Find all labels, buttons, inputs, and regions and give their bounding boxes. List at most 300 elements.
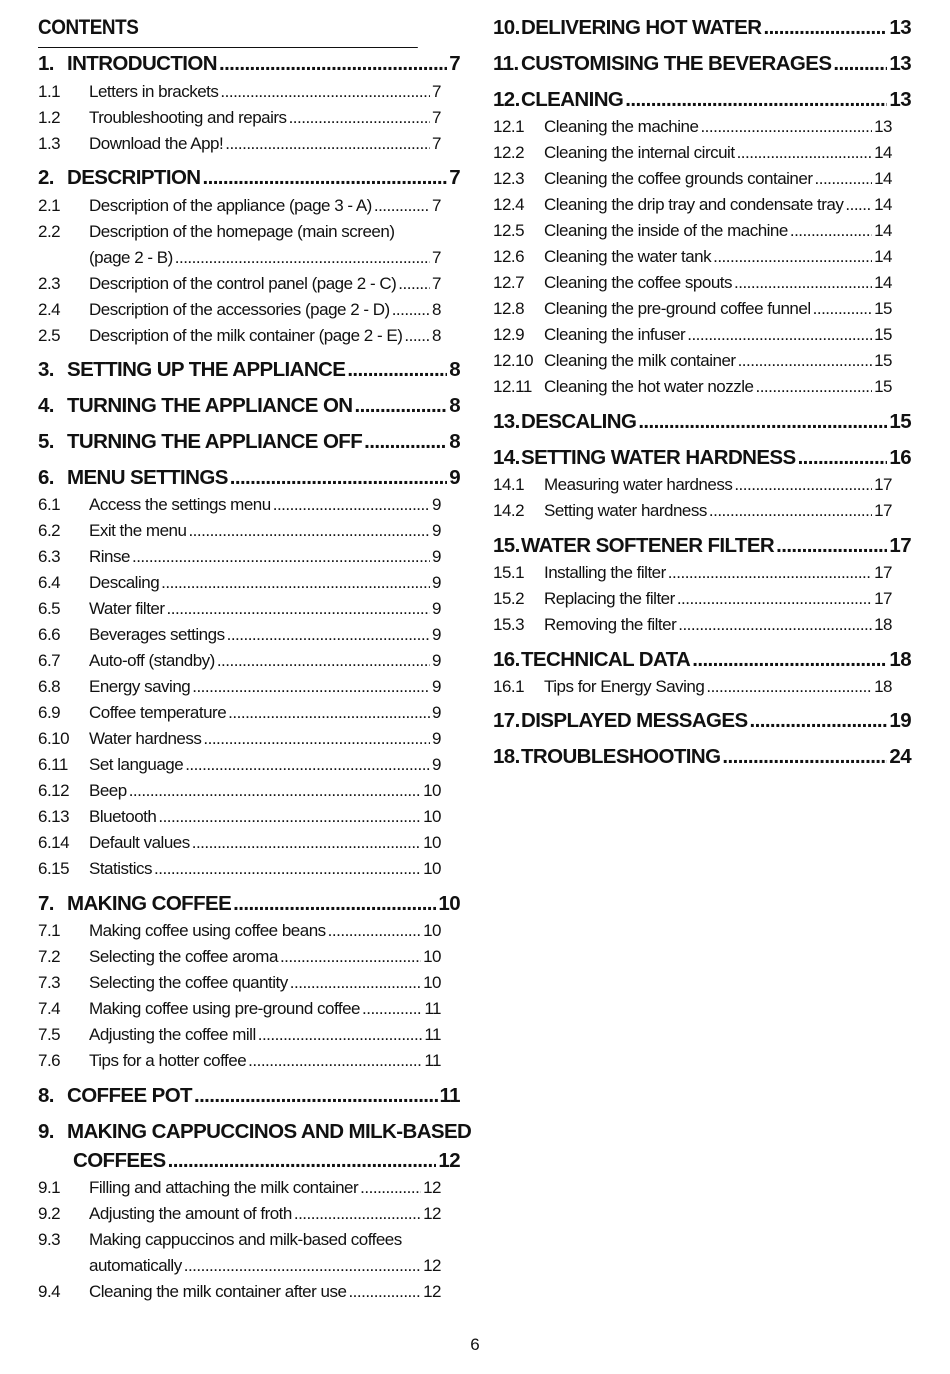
toc-page-number: 8: [432, 300, 441, 319]
toc-entry-title: CUSTOMISING THE BEVERAGES: [521, 52, 832, 75]
toc-entry-title: Beep: [89, 781, 127, 800]
dot-leader: [833, 52, 887, 76]
dot-leader: [392, 300, 430, 320]
toc-page-number: 12: [438, 1149, 460, 1172]
toc-entry-title: DELIVERING HOT WATER: [521, 16, 762, 39]
dot-leader: [700, 117, 872, 137]
dot-leader: [677, 589, 872, 609]
dot-leader: [348, 1282, 421, 1302]
toc-subsection-16-1[interactable]: [493, 677, 911, 701]
toc-subsection-2-4[interactable]: [38, 300, 460, 324]
toc-page-number: 9: [432, 703, 441, 722]
dot-leader: [845, 195, 872, 215]
toc-entry-title: TURNING THE APPLIANCE ON: [67, 394, 353, 417]
toc-section-13[interactable]: [493, 410, 911, 440]
toc-entry-title: Water filter: [89, 599, 165, 618]
toc-entry-title: COFFEE POT: [67, 1084, 192, 1107]
toc-entry-number: 10.: [493, 16, 520, 39]
toc-section-11[interactable]: [493, 52, 911, 82]
toc-page-number: 15: [874, 299, 892, 318]
toc-entry-number: 15.1: [493, 563, 525, 582]
toc-entry-title: MAKING COFFEE: [67, 892, 232, 915]
toc-page-number: 13: [874, 117, 892, 136]
dot-leader: [248, 1051, 422, 1071]
dot-leader: [220, 82, 430, 102]
toc-entry-number: 7.1: [38, 921, 61, 940]
dot-leader: [734, 475, 872, 495]
toc-entry-number: 11.: [493, 52, 519, 75]
toc-entry-title: Bluetooth: [89, 807, 157, 826]
toc-subsection-6-7[interactable]: [38, 651, 460, 675]
toc-page-number: 14: [874, 221, 892, 240]
toc-entry-number: 6.12: [38, 781, 70, 800]
dot-leader: [154, 859, 421, 879]
toc-entry-number: 13.: [493, 410, 520, 433]
toc-entry-number: 9.4: [38, 1282, 61, 1301]
toc-entry-number: 12.: [493, 88, 520, 111]
toc-entry-title: Cleaning the inside of the machine: [544, 221, 788, 240]
dot-leader: [192, 833, 421, 853]
dot-leader: [668, 563, 872, 583]
toc-page-number: 24: [889, 745, 911, 768]
toc-entry-number: 12.10: [493, 351, 534, 370]
toc-entry-number: 12.7: [493, 273, 525, 292]
toc-page-number: 14: [874, 247, 892, 266]
toc-subsection-12-4[interactable]: [493, 195, 911, 219]
dot-leader: [737, 143, 873, 163]
contents-heading: CONTENTS: [38, 16, 418, 48]
toc-entry-title: DISPLAYED MESSAGES: [521, 709, 748, 732]
dot-leader: [734, 273, 872, 293]
toc-entry-title: CLEANING: [521, 88, 624, 111]
toc-subsection-9-2[interactable]: [38, 1204, 460, 1228]
toc-entry-title: Auto-off (standby): [89, 651, 215, 670]
toc-entry-title: Troubleshooting and repairs: [89, 108, 287, 127]
toc-entry-number: 4.: [38, 394, 54, 417]
toc-entry-number: 12.8: [493, 299, 525, 318]
toc-subsection-2-3[interactable]: [38, 274, 460, 298]
toc-entry-title: Adjusting the amount of froth: [89, 1204, 292, 1223]
toc-subsection-6-15[interactable]: [38, 859, 460, 883]
toc-entry-title: WATER SOFTENER FILTER: [521, 534, 775, 557]
toc-subsection-12-9[interactable]: [493, 325, 911, 349]
toc-entry-title: Making coffee using coffee beans: [89, 921, 326, 940]
toc-entry-title: Tips for Energy Saving: [544, 677, 705, 696]
toc-page-number: 14: [874, 143, 892, 162]
toc-subsection-2-2[interactable]: [38, 222, 460, 246]
dot-leader: [347, 358, 447, 382]
toc-entry-title: Installing the filter: [544, 563, 666, 582]
dot-leader: [158, 807, 421, 827]
toc-page-number: 9: [432, 547, 441, 566]
toc-entry-title: Set language: [89, 755, 184, 774]
toc-subsection-continued[interactable]: [38, 1256, 460, 1280]
toc-page-number: 9: [432, 625, 441, 644]
toc-entry-title: Cleaning the hot water nozzle: [544, 377, 754, 396]
dot-leader: [790, 221, 872, 241]
toc-section-17[interactable]: [493, 709, 911, 739]
toc-subsection-1-1[interactable]: [38, 82, 460, 106]
toc-page-number: 17: [874, 501, 892, 520]
toc-entry-number: 17.: [493, 709, 520, 732]
toc-subsection-12-3[interactable]: [493, 169, 911, 193]
toc-entry-number: 8.: [38, 1084, 54, 1107]
toc-subsection-2-5[interactable]: [38, 326, 460, 350]
toc-page-number: 13: [889, 16, 911, 39]
toc-entry-number: 1.2: [38, 108, 61, 127]
toc-subsection-14-1[interactable]: [493, 475, 911, 499]
toc-entry-title: Adjusting the coffee mill: [89, 1025, 256, 1044]
toc-subsection-7-6[interactable]: [38, 1051, 460, 1075]
toc-page-number: 9: [432, 729, 441, 748]
toc-entry-title: Making cappuccinos and milk-based coffees: [89, 1230, 402, 1249]
toc-entry-number: 12.11: [493, 377, 532, 396]
toc-page-number: 9: [432, 755, 441, 774]
toc-page-number: 11: [424, 1051, 441, 1070]
toc-entry-title: Tips for a hotter coffee: [89, 1051, 247, 1070]
toc-page-number: 18: [874, 615, 892, 634]
dot-leader: [738, 351, 873, 371]
toc-section-15[interactable]: [493, 534, 911, 564]
toc-page-number: 15: [874, 377, 892, 396]
toc-entry-number: 6.4: [38, 573, 61, 592]
page-number: 6: [470, 1335, 480, 1354]
dot-leader: [813, 299, 872, 319]
toc-page-number: 12: [423, 1204, 441, 1223]
toc-section-6[interactable]: [38, 466, 460, 496]
toc-entry-number: 12.3: [493, 169, 525, 188]
toc-entry-number: 6.8: [38, 677, 61, 696]
toc-entry-number: 2.2: [38, 222, 61, 241]
toc-subsection-12-1[interactable]: [493, 117, 911, 141]
toc-entry-number: 9.3: [38, 1230, 61, 1249]
toc-entry-number: 6.3: [38, 547, 61, 566]
toc-subsection-6-4[interactable]: [38, 573, 460, 597]
dot-leader: [625, 88, 887, 112]
dot-leader: [217, 651, 430, 671]
toc-subsection-7-3[interactable]: [38, 973, 460, 997]
dot-leader: [230, 466, 447, 490]
dot-leader: [360, 1178, 421, 1198]
toc-entry-title: Exit the menu: [89, 521, 187, 540]
toc-subsection-2-1[interactable]: [38, 196, 460, 220]
toc-entry-number: 12.5: [493, 221, 525, 240]
toc-subsection-1-3[interactable]: [38, 134, 460, 158]
toc-subsection-6-5[interactable]: [38, 599, 460, 623]
toc-page-number: 8: [449, 430, 460, 453]
toc-entry-title: Cleaning the milk container: [544, 351, 736, 370]
toc-entry-number: 12.9: [493, 325, 525, 344]
dot-leader: [185, 755, 430, 775]
toc-page-number: 16: [889, 446, 911, 469]
dot-leader: [132, 547, 430, 567]
toc-entry-number: 7.6: [38, 1051, 61, 1070]
dot-leader: [233, 892, 436, 916]
toc-subsection-15-3[interactable]: [493, 615, 911, 639]
dot-leader: [225, 134, 430, 154]
toc-subsection-7-5[interactable]: [38, 1025, 460, 1049]
toc-entry-title: COFFEES: [73, 1149, 166, 1172]
toc-page-number: 9: [432, 573, 441, 592]
dot-leader: [184, 1256, 421, 1276]
toc-entry-number: 7.3: [38, 973, 61, 992]
toc-entry-number: 3.: [38, 358, 54, 381]
toc-entry-number: 7.: [38, 892, 54, 915]
toc-entry-title: Making coffee using pre-ground coffee: [89, 999, 361, 1018]
dot-leader: [678, 615, 872, 635]
toc-entry-number: 5.: [38, 430, 54, 453]
toc-entry-title: Cleaning the internal circuit: [544, 143, 735, 162]
toc-subsection-12-5[interactable]: [493, 221, 911, 245]
toc-page-number: 7: [432, 196, 441, 215]
dot-leader: [194, 1084, 438, 1108]
toc-entry-number: 2.: [38, 166, 54, 189]
toc-page-number: 9: [432, 677, 441, 696]
toc-entry-number: 1.: [38, 52, 54, 75]
dot-leader: [404, 326, 430, 346]
toc-subsection-12-10[interactable]: [493, 351, 911, 375]
dot-leader: [798, 446, 888, 470]
toc-page-number: 11: [439, 1084, 460, 1107]
toc-page-number: 10: [423, 859, 441, 878]
toc-entry-number: 1.1: [38, 82, 61, 101]
toc-page-number: 8: [449, 358, 460, 381]
dot-leader: [167, 599, 430, 619]
dot-leader: [763, 16, 887, 40]
toc-subsection-6-8[interactable]: [38, 677, 460, 701]
dot-leader: [203, 166, 448, 190]
toc-subsection-6-12[interactable]: [38, 781, 460, 805]
toc-entry-title: TURNING THE APPLIANCE OFF: [67, 430, 363, 453]
toc-subsection-1-2[interactable]: [38, 108, 460, 132]
toc-page-number: 9: [432, 599, 441, 618]
toc-entry-title: Default values: [89, 833, 190, 852]
dot-leader: [638, 410, 887, 434]
toc-subsection-6-13[interactable]: [38, 807, 460, 831]
toc-section-1[interactable]: [38, 52, 460, 82]
dot-leader: [161, 573, 430, 593]
dot-leader: [713, 247, 872, 267]
toc-subsection-7-4[interactable]: [38, 999, 460, 1023]
dot-leader: [258, 1025, 423, 1045]
dot-leader: [168, 1149, 437, 1173]
toc-entry-number: 18.: [493, 745, 520, 768]
toc-entry-number: 6.13: [38, 807, 70, 826]
toc-page-number: 8: [449, 394, 460, 417]
toc-subsection-6-9[interactable]: [38, 703, 460, 727]
toc-section-5[interactable]: [38, 430, 460, 460]
toc-section-continued[interactable]: [38, 1149, 460, 1179]
toc-page-number: 10: [423, 833, 441, 852]
toc-entry-number: 12.1: [493, 117, 525, 136]
toc-entry-title: Removing the filter: [544, 615, 677, 634]
toc-entry-title: DESCRIPTION: [67, 166, 201, 189]
toc-page-number: 17: [874, 563, 892, 582]
toc-subsection-15-2[interactable]: [493, 589, 911, 613]
toc-entry-number: 9.2: [38, 1204, 61, 1223]
toc-entry-number: 2.3: [38, 274, 61, 293]
toc-page-number: 10: [423, 947, 441, 966]
toc-subsection-15-1[interactable]: [493, 563, 911, 587]
toc-entry-number: 15.: [493, 534, 520, 557]
toc-section-16[interactable]: [493, 648, 911, 678]
toc-page-number: 10: [423, 807, 441, 826]
toc-entry-title: Statistics: [89, 859, 153, 878]
dot-leader: [227, 625, 430, 645]
dot-leader: [192, 677, 430, 697]
dot-leader: [290, 973, 421, 993]
toc-section-9[interactable]: [38, 1120, 472, 1150]
toc-page-number: 7: [432, 248, 441, 267]
toc-subsection-12-2[interactable]: [493, 143, 911, 167]
toc-entry-title: MAKING CAPPUCCINOS AND MILK-BASED: [67, 1120, 472, 1143]
toc-entry-number: 12.2: [493, 143, 525, 162]
toc-subsection-continued[interactable]: [38, 248, 460, 272]
toc-entry-title: Water hardness: [89, 729, 202, 748]
toc-page-number: 17: [889, 534, 911, 557]
toc-subsection-7-2[interactable]: [38, 947, 460, 971]
toc-entry-title: DESCALING: [521, 410, 637, 433]
toc-page-number: 17: [874, 589, 892, 608]
toc-section-18[interactable]: [493, 745, 911, 775]
dot-leader: [219, 52, 447, 76]
toc-entry-number: 6.: [38, 466, 54, 489]
toc-subsection-9-4[interactable]: [38, 1282, 460, 1306]
toc-entry-title: Coffee temperature: [89, 703, 227, 722]
toc-page-number: 7: [449, 52, 460, 75]
toc-page-number: 9: [432, 651, 441, 670]
toc-page-number: 13: [889, 52, 911, 75]
toc-page-number: 18: [889, 648, 911, 671]
toc-entry-title: Beverages settings: [89, 625, 225, 644]
dot-leader: [289, 108, 430, 128]
toc-subsection-6-1[interactable]: [38, 495, 460, 519]
toc-entry-title: Replacing the filter: [544, 589, 675, 608]
toc-entry-number: 6.1: [38, 495, 61, 514]
toc-subsection-6-10[interactable]: [38, 729, 460, 753]
toc-entry-title: SETTING UP THE APPLIANCE: [67, 358, 346, 381]
toc-entry-title: Cleaning the pre-ground coffee funnel: [544, 299, 811, 318]
toc-entry-number: 7.5: [38, 1025, 61, 1044]
toc-entry-number: 12.4: [493, 195, 525, 214]
toc-entry-title: Cleaning the drip tray and condensate tray: [544, 195, 844, 214]
dot-leader: [709, 501, 872, 521]
toc-subsection-12-6[interactable]: [493, 247, 911, 271]
toc-page-number: 9: [449, 466, 460, 489]
toc-entry-title: Description of the control panel (page 2 - C): [89, 274, 397, 293]
toc-entry-title: Selecting the coffee quantity: [89, 973, 288, 992]
dot-leader: [328, 921, 421, 941]
toc-entry-title: Measuring water hardness: [544, 475, 733, 494]
dot-leader: [355, 394, 448, 418]
dot-leader: [203, 729, 430, 749]
toc-entry-number: 14.: [493, 446, 520, 469]
toc-entry-title: Download the App!: [89, 134, 224, 153]
toc-entry-title: TECHNICAL DATA: [521, 648, 691, 671]
toc-entry-number: 6.5: [38, 599, 61, 618]
toc-subsection-6-2[interactable]: [38, 521, 460, 545]
toc-section-7[interactable]: [38, 892, 460, 922]
toc-entry-number: 6.7: [38, 651, 61, 670]
toc-entry-number: 16.: [493, 648, 520, 671]
toc-section-10[interactable]: [493, 16, 911, 46]
toc-subsection-9-1[interactable]: [38, 1178, 460, 1202]
toc-page-number: 17: [874, 475, 892, 494]
dot-leader: [294, 1204, 421, 1224]
toc-entry-title: Descaling: [89, 573, 160, 592]
dot-leader: [273, 495, 430, 515]
toc-section-8[interactable]: [38, 1084, 460, 1114]
toc-page-number: 12: [423, 1178, 441, 1197]
toc-subsection-6-14[interactable]: [38, 833, 460, 857]
toc-page-number: 13: [889, 88, 911, 111]
toc-entry-title: Description of the accessories (page 2 - D): [89, 300, 390, 319]
toc-page-number: 14: [874, 273, 892, 292]
dot-leader: [750, 709, 888, 733]
toc-entry-title: automatically: [89, 1256, 182, 1275]
toc-subsection-6-6[interactable]: [38, 625, 460, 649]
toc-entry-number: 6.9: [38, 703, 61, 722]
toc-page-number: 19: [889, 709, 911, 732]
toc-section-3[interactable]: [38, 358, 460, 388]
toc-entry-number: 12.6: [493, 247, 525, 266]
toc-subsection-7-1[interactable]: [38, 921, 460, 945]
dot-leader: [228, 703, 430, 723]
toc-entry-title: INTRODUCTION: [67, 52, 217, 75]
toc-page-number: 14: [874, 195, 892, 214]
toc-entry-title: Cleaning the machine: [544, 117, 699, 136]
toc-entry-title: Cleaning the water tank: [544, 247, 712, 266]
dot-leader: [129, 781, 421, 801]
toc-section-14[interactable]: [493, 446, 911, 476]
toc-subsection-14-2[interactable]: [493, 501, 911, 525]
toc-section-4[interactable]: [38, 394, 460, 424]
toc-section-12[interactable]: [493, 88, 911, 118]
toc-page-number: 10: [423, 973, 441, 992]
toc-page-number: 10: [423, 921, 441, 940]
toc-entry-number: 2.4: [38, 300, 61, 319]
toc-page-number: 7: [432, 134, 441, 153]
toc-entry-title: SETTING WATER HARDNESS: [521, 446, 796, 469]
toc-entry-title: Letters in brackets: [89, 82, 219, 101]
toc-subsection-12-11[interactable]: [493, 377, 911, 401]
toc-page-number: 10: [423, 781, 441, 800]
toc-page-number: 10: [438, 892, 460, 915]
toc-entry-title: Description of the appliance (page 3 - A): [89, 196, 372, 215]
toc-page-number: 15: [889, 410, 911, 433]
toc-entry-title: Rinse: [89, 547, 130, 566]
toc-page-number: 7: [432, 274, 441, 293]
toc-entry-number: 7.4: [38, 999, 61, 1018]
toc-page-number: 8: [432, 326, 441, 345]
toc-entry-number: 14.2: [493, 501, 525, 520]
toc-subsection-6-11[interactable]: [38, 755, 460, 779]
toc-entry-number: 15.3: [493, 615, 525, 634]
dot-leader: [188, 521, 430, 541]
dot-leader: [776, 534, 887, 558]
dot-leader: [280, 947, 421, 967]
toc-entry-number: 9.: [38, 1120, 54, 1143]
toc-subsection-9-3[interactable]: [38, 1230, 460, 1254]
toc-entry-title: Cleaning the infuser: [544, 325, 686, 344]
toc-page-number: 7: [432, 82, 441, 101]
toc-page-number: 18: [874, 677, 892, 696]
toc-subsection-12-7[interactable]: [493, 273, 911, 297]
toc-subsection-12-8[interactable]: [493, 299, 911, 323]
toc-entry-number: 6.14: [38, 833, 70, 852]
toc-subsection-6-3[interactable]: [38, 547, 460, 571]
toc-section-2[interactable]: [38, 166, 460, 196]
